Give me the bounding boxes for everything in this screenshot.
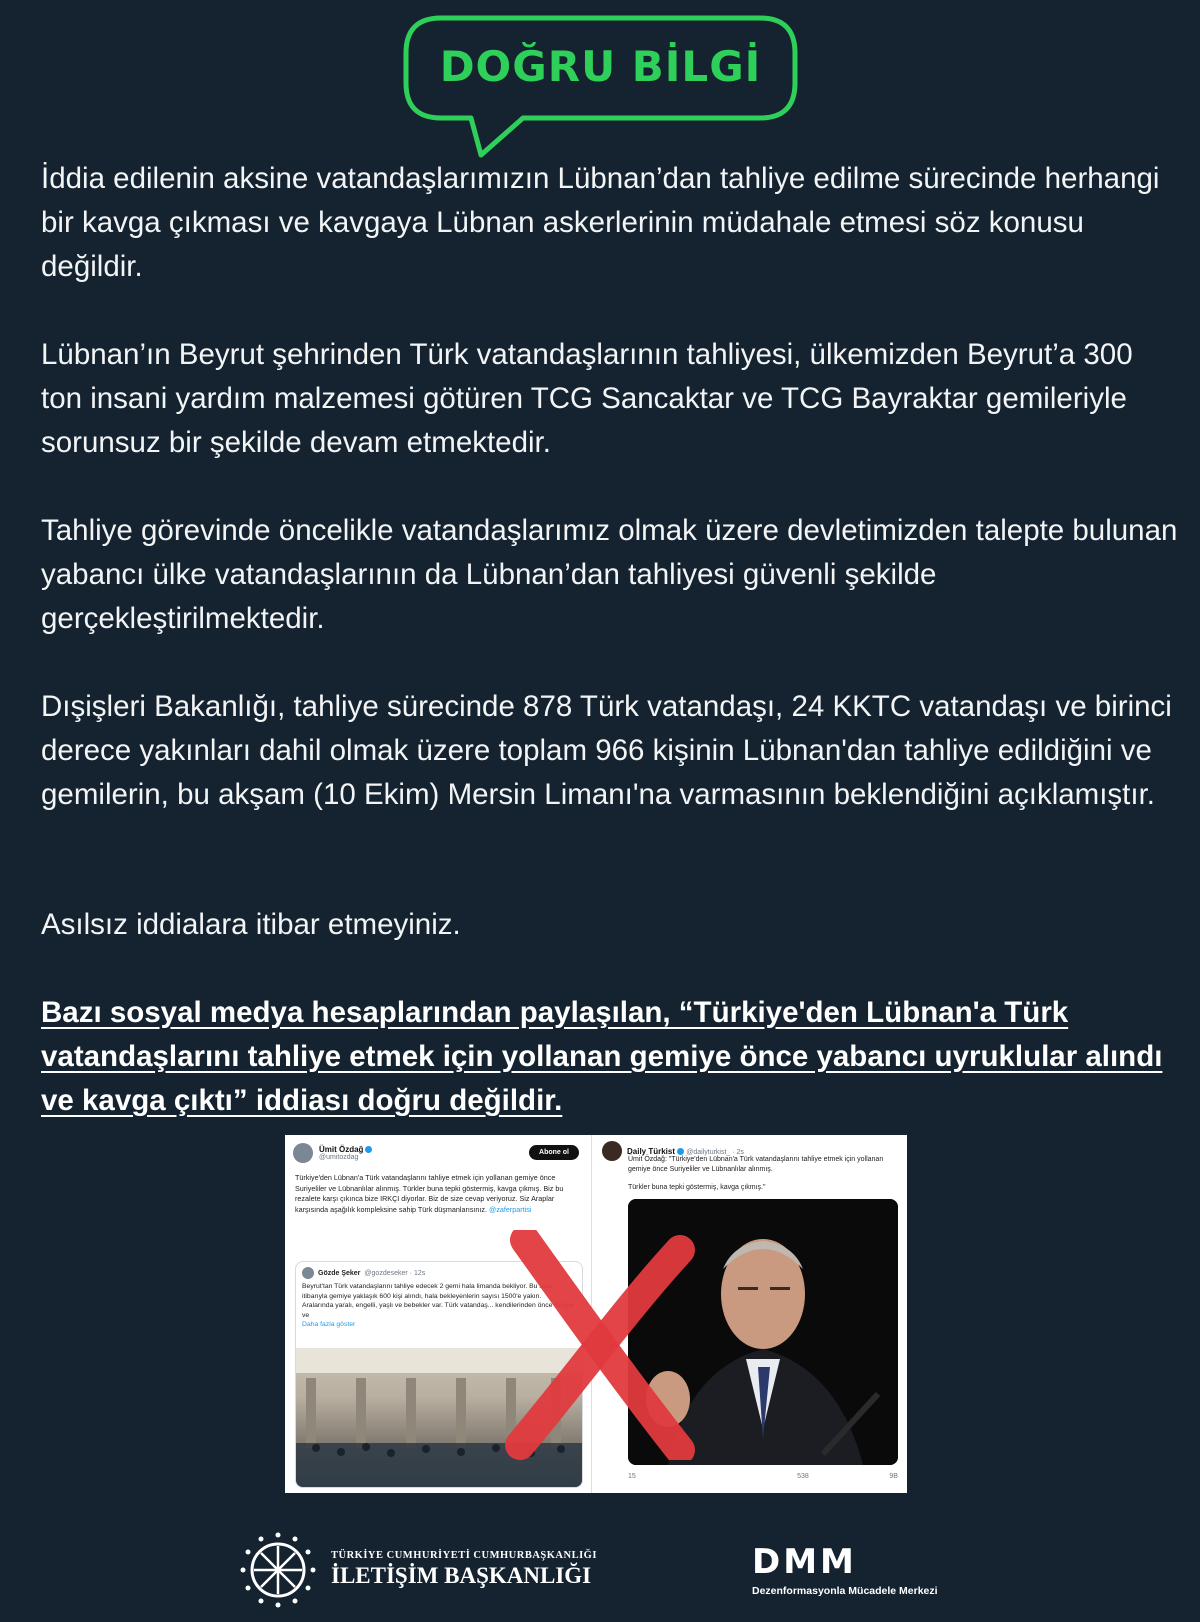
badge-label: DOĞRU BİLGİ xyxy=(439,42,762,91)
tweet-left-handle: @umitozdag xyxy=(319,1154,359,1161)
dmm-wordmark: DMM xyxy=(752,1542,857,1582)
paragraph-1: İddia edilenin aksine vatandaşlarımızın Lübnan’dan tahliye edilme sürecinde herhangi bir kavga çıkması ve kavgaya Lübnan askerlerinin müdahale etmesi söz konusu değildir. xyxy=(41,162,1160,283)
social-media-screenshot xyxy=(285,1135,907,1493)
like-count: 538 xyxy=(797,1473,809,1480)
tweet-right-body: Ümit Özdağ: "Türkiye'den Lübnan'a Türk vatandaşlarını tahliye etmek için yollanan gemiye önce Suriyeliler ve Lübnanlılar alınmış. xyxy=(628,1156,884,1173)
tweet-left-body: Türkiye'den Lübnan'a Türk vatandaşlarını tahliye etmek için yollanan gemiye önce Suriyeliler ve Lübnanlılar alınmış. Türkler buna tepki göstermiş, kavga çıkmış. Biz bu rezalete karşı çıkınca bize IRKÇI diyorlar. Biz de size cevap veriyoruz. Siz Araplar karşısında aşağılık kompleksine sahip Türk düşmanlarısınız. xyxy=(295,1173,564,1214)
iletisim-baskanligi-logo xyxy=(238,1530,608,1610)
quoted-tweet-handle: @gozdeseker · 12s xyxy=(364,1269,426,1277)
paragraph-2: Lübnan’ın Beyrut şehrinden Türk vatandaşlarının tahliyesi, ülkemizden Beyrut’a 300 ton insani yardım malzemesi götüren TCG Sancaktar ve TCG Bayraktar gemileriyle sorunsuz bir şekilde devam etmektedir. xyxy=(41,338,1133,459)
avatar xyxy=(293,1143,313,1163)
paragraph-3: Tahliye görevinde öncelikle vatandaşlarımız olmak üzere devletimizden talepte bulunan yabancı ülke vatandaşlarının da Lübnan’dan tahliyesi güvenli şekilde gerçekleştirilmektedir. xyxy=(41,514,1178,635)
dmm-logo xyxy=(752,1542,982,1597)
dmm-subtitle: Dezenformasyonla Mücadele Merkezi xyxy=(752,1585,938,1597)
dogru-bilgi-badge xyxy=(403,15,798,160)
quoted-tweet-name: Gözde Şeker xyxy=(318,1269,361,1277)
quoted-tweet-header xyxy=(302,1267,425,1279)
tweet-left-text xyxy=(295,1173,580,1215)
follow-button: Abone ol xyxy=(529,1145,579,1160)
star-emblem-icon xyxy=(238,1530,318,1610)
tweet-left-name: Ümit Özdağ xyxy=(319,1145,364,1154)
show-more-link: Daha fazla göster xyxy=(302,1321,356,1328)
view-count: 9B xyxy=(889,1473,898,1480)
tweet-actions xyxy=(628,1473,898,1480)
tweet-right-body-2: Türkler buna tepki göstermiş, kavga çıkmış." xyxy=(628,1184,766,1191)
paragraph-4: Dışişleri Bakanlığı, tahliye sürecinde 878 Türk vatandaşı, 24 KKTC vatandaşı ve birinci derece yakınları dahil olmak üzere toplam 966 kişinin Lübnan'dan tahliye edildiğini ve gemilerin, bu akşam (10 Ekim) Mersin Limanı'na varmasının beklendiğini açıklamıştır. xyxy=(41,690,1172,811)
avatar xyxy=(302,1267,314,1279)
tweet-right-handle: @dailyturkist_ · 2s xyxy=(686,1148,744,1156)
tweet-left-header xyxy=(293,1143,372,1163)
iletisim-subtitle: TÜRKİYE CUMHURİYETİ CUMHURBAŞKANLIĞI xyxy=(331,1550,597,1561)
verified-icon xyxy=(365,1146,372,1153)
quoted-tweet-body: Beyrut'tan Türk vatandaşlarını tahliye edecek 2 gemi hala limanda bekliyor. Bu saat itibarıyla gemiye yaklaşık 600 kişi alındı, hala bekleyenlerin sayısı 1500'e yakın. Aralarında yaralı, engelli, yaşlı ve bebekler var. Türk vatandaş... kendilerinden önce Suriye ve xyxy=(302,1283,574,1319)
paragraph-5: Asılsız iddialara itibar etmeyiniz. xyxy=(41,908,461,941)
reply-count: 15 xyxy=(628,1473,636,1480)
avatar xyxy=(602,1141,622,1161)
tweet-left-mention: @zaferpartisi xyxy=(489,1204,532,1214)
iletisim-title: İLETİŞİM BAŞKANLIĞI xyxy=(331,1563,592,1588)
tweet-right-name: Daily Türkist xyxy=(627,1146,676,1156)
tweet-right-text xyxy=(628,1155,898,1193)
red-x-icon xyxy=(505,1230,695,1460)
verified-icon xyxy=(677,1148,684,1155)
false-claim-statement: Bazı sosyal medya hesaplarından paylaşılan, “Türkiye'den Lübnan'a Türk vatandaşlarını tahliye etmek için yollanan gemiye önce yabancı uyruklular alındı ve kavga çıktı” iddiası doğru değildir. xyxy=(41,996,1163,1117)
